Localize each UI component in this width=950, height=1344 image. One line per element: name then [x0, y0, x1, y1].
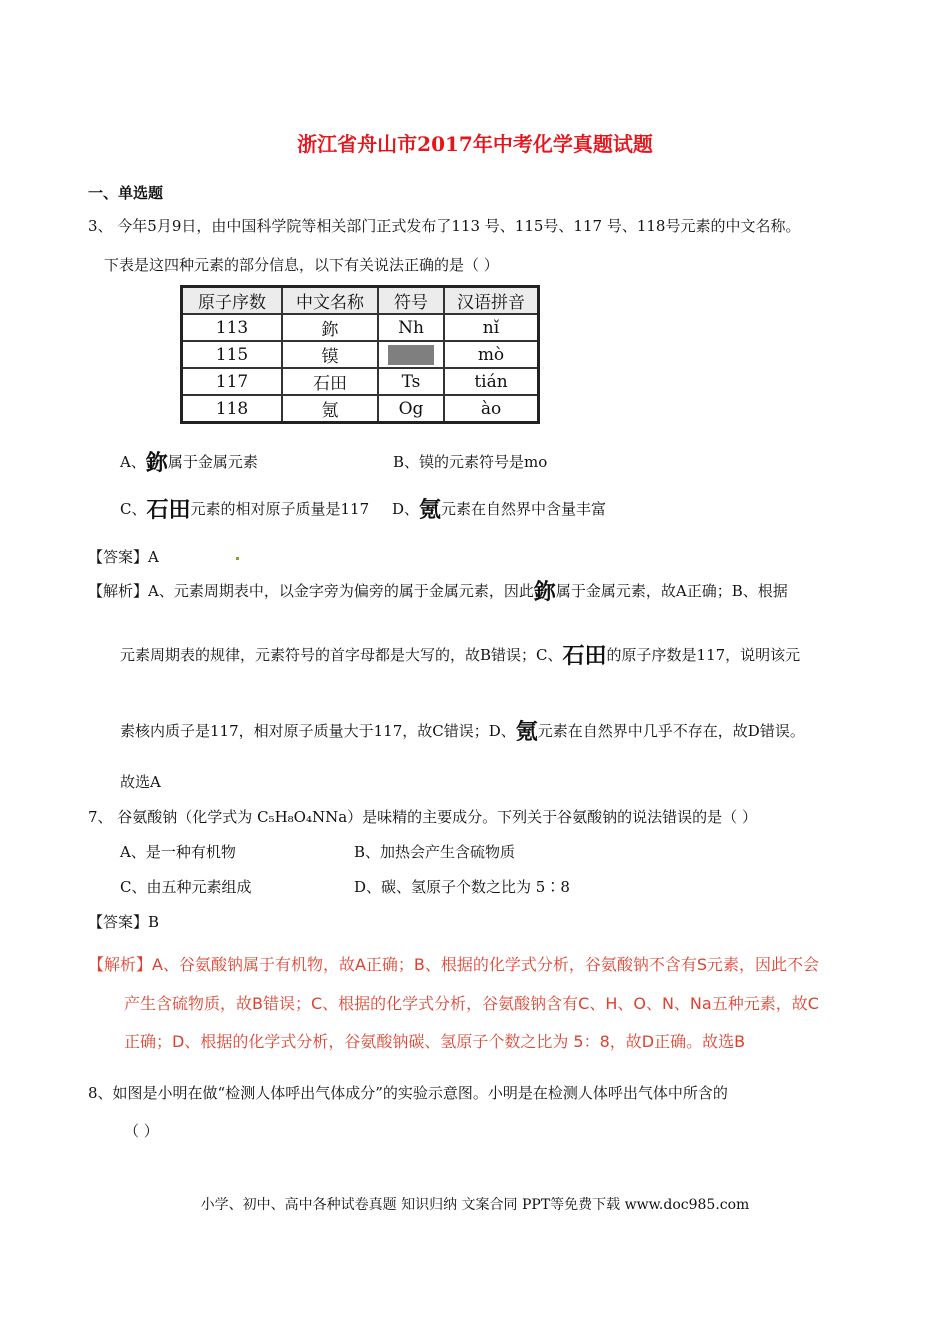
q3-option-d — [392, 497, 607, 523]
analysis-text: 的原子序数是117，说明该元 — [606, 646, 801, 664]
analysis-text: 素核内质子是117，相对原子质量大于117，故C错误；D、 — [120, 722, 516, 740]
q7-option-d: D、碳、氢原子个数之比为 5∶8 — [354, 878, 570, 896]
element-glyph: 石田 — [146, 497, 191, 523]
table-cell: 鉨 — [282, 314, 378, 341]
table-cell: Nh — [378, 314, 444, 341]
table-cell: Og — [378, 395, 444, 423]
q7-analysis-line2: 产生含硫物质，故B错误；C、根据的化学式分析，谷氨酸钠含有C、H、O、N、Na五种元素，故C — [124, 994, 819, 1013]
table-row — [182, 314, 539, 341]
table-cell: tián — [444, 368, 539, 395]
q3-answer: 【答案】A — [88, 548, 159, 566]
analysis-text: 属于金属元素，故A正确；B、根据 — [555, 582, 788, 600]
q7-option-b: B、加热会产生含硫物质 — [354, 843, 516, 861]
q3-stem-line2: 下表是这四种元素的部分信息，以下有关说法正确的是（ ） — [104, 256, 499, 274]
q7-analysis-line1: 【解析】A、谷氨酸钠属于有机物，故A正确；B、根据的化学式分析，谷氨酸钠不含有S元素，因此不会 — [88, 955, 820, 974]
analysis-text: 元素在自然界中几乎不存在，故D错误。 — [537, 722, 805, 740]
table-cell: Ts — [378, 368, 444, 395]
q8-stem-line1: 8、如图是小明在做“检测人体呼出气体成分”的实验示意图。小明是在检测人体呼出气体中所含的 — [88, 1084, 728, 1102]
redacted-symbol-box — [388, 345, 434, 365]
q3-analysis-line2 — [120, 643, 801, 669]
table-header-row — [182, 287, 539, 315]
table-cell: 118 — [182, 395, 283, 423]
option-text: 元素在自然界中含量丰富 — [441, 500, 607, 518]
option-text: 属于金属元素 — [167, 453, 258, 471]
element-glyph: 氪 — [515, 719, 538, 745]
option-label: A、 — [120, 453, 146, 471]
table-cell: 115 — [182, 341, 283, 368]
analysis-text: 元素周期表的规律，元素符号的首字母都是大写的，故B错误；C、 — [120, 646, 563, 664]
option-text: 元素的相对原子质量是117 — [190, 500, 370, 518]
table-cell: nǐ — [444, 314, 539, 341]
q3-analysis-line4: 故选A — [120, 773, 161, 791]
table-cell: 113 — [182, 314, 283, 341]
table-cell-hidden-symbol — [378, 341, 444, 368]
element-info-table — [180, 285, 540, 424]
table-header: 符号 — [378, 287, 444, 315]
q3-analysis-line3 — [120, 719, 805, 745]
element-glyph: 鉨 — [533, 579, 556, 605]
table-cell: mò — [444, 341, 539, 368]
q8-stem-line2: （ ） — [124, 1122, 159, 1140]
option-label: C、 — [120, 500, 147, 518]
element-glyph: 鉨 — [145, 450, 168, 476]
q3-analysis-line1 — [88, 579, 788, 605]
element-glyph: 石田 — [562, 643, 607, 669]
q7-answer: 【答案】B — [88, 913, 160, 931]
table-header: 中文名称 — [282, 287, 378, 315]
table-cell: ào — [444, 395, 539, 423]
q3-option-c — [120, 497, 370, 523]
option-label: D、 — [392, 500, 420, 518]
q7-option-a: A、是一种有机物 — [120, 843, 236, 861]
table-header: 原子序数 — [182, 287, 283, 315]
q3-stem-line1: 3、 今年5月9日，由中国科学院等相关部门正式发布了113 号、115号、117 号、118号元素的中文名称。 — [88, 217, 801, 235]
analysis-text: 【解析】A、元素周期表中，以金字旁为偏旁的属于金属元素，因此 — [88, 582, 534, 600]
stray-mark — [236, 557, 239, 560]
q3-option-b: B、镆的元素符号是mo — [393, 453, 548, 471]
table-cell: 117 — [182, 368, 283, 395]
element-glyph: 氪 — [419, 497, 442, 523]
table-header: 汉语拼音 — [444, 287, 539, 315]
q7-analysis-line3: 正确；D、根据的化学式分析，谷氨酸钠碳、氢原子个数之比为 5：8，故D正确。故选B — [124, 1032, 746, 1051]
q3-option-a — [120, 450, 258, 476]
table-row — [182, 368, 539, 395]
q7-stem: 7、 谷氨酸钠（化学式为 C₅H₈O₄NNa）是味精的主要成分。下列关于谷氨酸钠的说法错误的是（ ） — [88, 808, 757, 826]
table-cell: 氪 — [282, 395, 378, 423]
table-row — [182, 341, 539, 368]
section-heading: 一、单选题 — [88, 184, 164, 202]
table-cell: 石田 — [282, 368, 378, 395]
table-row — [182, 395, 539, 423]
footer-ad-text: 小学、初中、高中各种试卷真题 知识归纳 文案合同 PPT等免费下载 www.doc985.com — [200, 1197, 750, 1213]
q7-option-c: C、由五种元素组成 — [120, 878, 252, 896]
page-title: 浙江省舟山市2017年中考化学真题试题 — [297, 132, 653, 156]
table-cell: 镆 — [282, 341, 378, 368]
